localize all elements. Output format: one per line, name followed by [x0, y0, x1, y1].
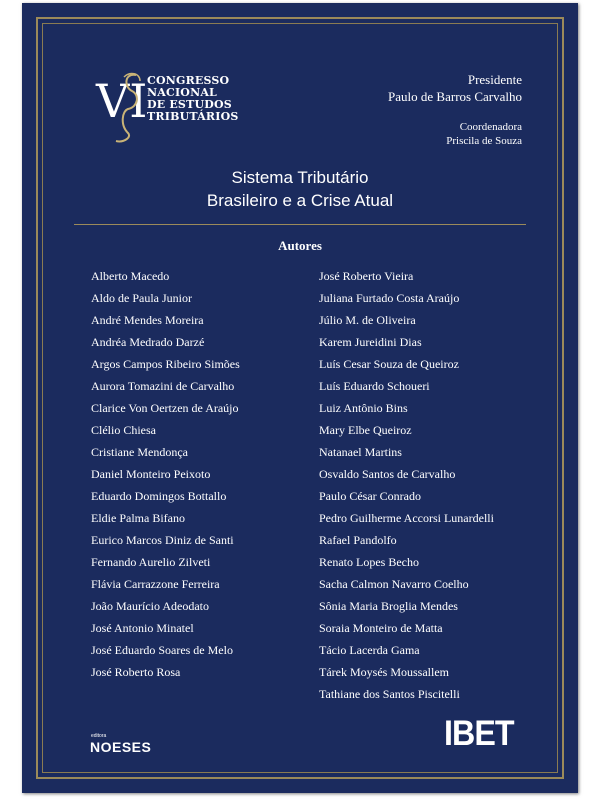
author-name: Aurora Tomazini de Carvalho: [91, 379, 235, 393]
author-name: Luís Cesar Souza de Queiroz: [319, 357, 459, 371]
author-name: Cristiane Mendonça: [91, 445, 188, 459]
president-block: [388, 71, 522, 105]
author-name: Eldie Palma Bifano: [91, 511, 185, 525]
author-name: Júlio M. de Oliveira: [319, 313, 416, 327]
ibet-logo: IBET: [444, 714, 514, 753]
congress-logo-icon: [94, 67, 154, 147]
author-name: Clélio Chiesa: [91, 423, 156, 437]
congress-line: DE ESTUDOS: [147, 98, 232, 111]
author-name: Flávia Carrazzone Ferreira: [91, 577, 220, 591]
president-role: Presidente: [467, 72, 522, 87]
author-name: Daniel Monteiro Peixoto: [91, 467, 211, 481]
author-name: Paulo César Conrado: [319, 489, 421, 503]
publisher-prefix: editora: [91, 733, 107, 739]
author-name: Karem Jureidini Dias: [319, 335, 422, 349]
author-name: Juliana Furtado Costa Araújo: [319, 291, 460, 305]
author-name: Fernando Aurelio Zilveti: [91, 555, 211, 569]
author-name: Eurico Marcos Diniz de Santi: [91, 533, 234, 547]
book-title-line: Sistema Tributário: [231, 168, 369, 187]
author-name: Alberto Macedo: [91, 269, 170, 283]
coordinator-role: Coordenadora: [459, 121, 522, 133]
author-name: Osvaldo Santos de Carvalho: [319, 467, 456, 481]
congress-name: [147, 75, 239, 123]
author-name: Renato Lopes Becho: [319, 555, 419, 569]
publisher-name: NOESES: [90, 739, 152, 755]
author-name: Rafael Pandolfo: [319, 533, 397, 547]
president-name: Paulo de Barros Carvalho: [388, 89, 522, 104]
author-name: Soraia Monteiro de Matta: [319, 621, 443, 635]
author-name: Aldo de Paula Junior: [91, 291, 192, 305]
author-name: João Maurício Adeodato: [91, 599, 209, 613]
author-name: Clarice Von Oertzen de Araújo: [91, 401, 239, 415]
author-name: Sônia Maria Broglia Mendes: [319, 599, 458, 613]
author-name: Mary Elbe Queiroz: [319, 423, 412, 437]
author-name: Pedro Guilherme Accorsi Lunardelli: [319, 511, 494, 525]
author-name: Tácio Lacerda Gama: [319, 643, 420, 657]
author-name: Sacha Calmon Navarro Coelho: [319, 577, 469, 591]
divider-rule: [74, 224, 526, 225]
coordinator-name: Priscila de Souza: [446, 135, 522, 147]
author-name: Eduardo Domingos Bottallo: [91, 489, 227, 503]
authors-list-right: [319, 265, 494, 705]
author-name: Tathiane dos Santos Piscitelli: [319, 687, 460, 701]
author-name: Argos Campos Ribeiro Simões: [91, 357, 240, 371]
book-title-line: Brasileiro e a Crise Atual: [206, 191, 394, 210]
author-name: Natanael Martins: [319, 445, 402, 459]
author-name: André Mendes Moreira: [91, 313, 204, 327]
author-name: José Antonio Minatel: [91, 621, 194, 635]
author-name: Tárek Moysés Moussallem: [319, 665, 449, 679]
congress-line: CONGRESSO: [147, 74, 230, 87]
coordinator-block: [446, 120, 522, 148]
author-name: Luís Eduardo Schoueri: [319, 379, 430, 393]
author-name: Andréa Medrado Darzé: [91, 335, 205, 349]
publisher-logo: [90, 733, 152, 755]
authors-heading: Autores: [278, 238, 322, 253]
book-cover: [22, 3, 578, 793]
congress-roman-numeral: VI: [96, 74, 148, 128]
congress-line: NACIONAL: [147, 86, 217, 99]
author-name: José Roberto Rosa: [91, 665, 181, 679]
author-name: Luiz Antônio Bins: [319, 401, 408, 415]
book-title: [22, 166, 578, 212]
congress-line: TRIBUTÁRIOS: [147, 110, 239, 123]
author-name: José Eduardo Soares de Melo: [91, 643, 233, 657]
authors-list-left: [91, 265, 240, 683]
author-name: José Roberto Vieira: [319, 269, 414, 283]
